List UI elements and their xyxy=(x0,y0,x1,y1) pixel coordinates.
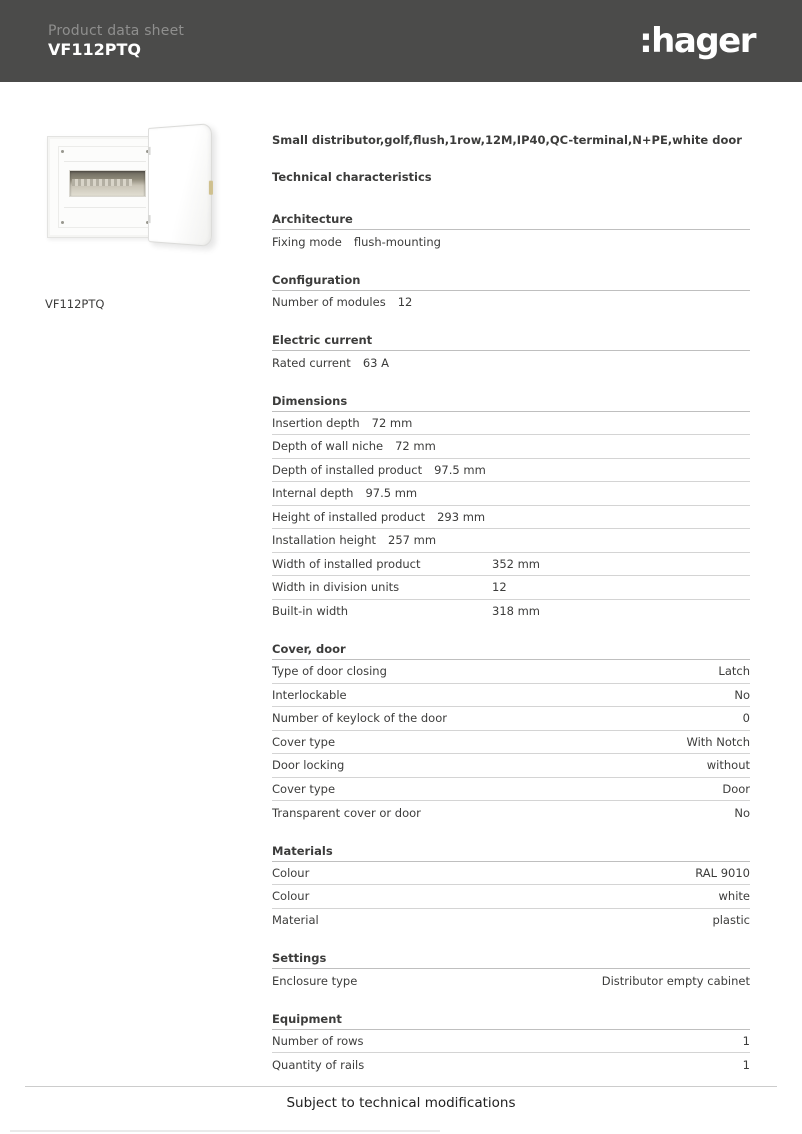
row-label: Cover type xyxy=(272,734,336,749)
row-value: 72 mm xyxy=(395,439,436,454)
row-label: Depth of wall niche xyxy=(272,439,384,454)
row-value: 318 mm xyxy=(492,604,541,619)
section-electric-current xyxy=(272,334,750,375)
row-value: Door xyxy=(722,781,750,796)
row-value: without xyxy=(706,758,750,773)
spec-row xyxy=(272,600,750,624)
enclosure-frame xyxy=(47,136,163,238)
section-configuration xyxy=(272,274,750,315)
row-label: Number of rows xyxy=(272,1033,364,1048)
section-heading: Settings xyxy=(272,952,750,969)
row-label: Transparent cover or door xyxy=(272,805,421,820)
screw-icon xyxy=(61,150,64,153)
doc-type-label: Product data sheet xyxy=(48,23,185,39)
header xyxy=(0,0,802,82)
row-label: Colour xyxy=(272,865,310,880)
section-dimensions xyxy=(272,395,750,624)
section-settings xyxy=(272,952,750,993)
header-titles xyxy=(48,22,184,60)
section-heading: Electric current xyxy=(272,334,750,351)
spec-row xyxy=(272,754,750,778)
section-cover-door xyxy=(272,643,750,825)
product-image-column xyxy=(45,128,225,311)
spec-row xyxy=(272,553,750,577)
spec-row xyxy=(272,801,750,825)
row-label: Insertion depth xyxy=(272,415,360,430)
spec-row xyxy=(272,435,750,459)
row-value: plastic xyxy=(712,913,750,928)
row-label: Quantity of rails xyxy=(272,1057,365,1072)
row-value: 1 xyxy=(742,1033,750,1048)
row-label: Width of installed product xyxy=(272,556,421,571)
row-value: 12 xyxy=(397,295,413,310)
panel-groove xyxy=(64,161,146,162)
row-value: 293 mm xyxy=(437,509,486,524)
section-heading: Materials xyxy=(272,845,750,862)
row-label: Installation height xyxy=(272,533,377,548)
spec-content xyxy=(272,133,750,1097)
row-label: Rated current xyxy=(272,355,351,370)
row-value: 1 xyxy=(742,1057,750,1072)
spec-row xyxy=(272,529,750,553)
row-label: Material xyxy=(272,913,319,928)
row-label: Enclosure type xyxy=(272,973,358,988)
product-title: Small distributor,golf,flush,1row,12M,IP40,QC-terminal,N+PE,white door xyxy=(272,133,742,147)
row-value: Distributor empty cabinet xyxy=(601,973,750,988)
row-value: flush-mounting xyxy=(353,234,441,249)
row-value: 257 mm xyxy=(388,533,437,548)
spec-row xyxy=(272,459,750,483)
spec-row xyxy=(272,885,750,909)
row-label: Height of installed product xyxy=(272,509,426,524)
technical-characteristics-heading: Technical characteristics xyxy=(272,170,432,184)
spec-row xyxy=(272,576,750,600)
row-label: Interlockable xyxy=(272,687,347,702)
row-value: 97.5 mm xyxy=(434,462,486,477)
bottom-edge-mark xyxy=(10,1130,440,1132)
din-rail-slot xyxy=(69,170,146,197)
hager-logo: :hager xyxy=(639,21,755,61)
spec-row xyxy=(272,660,750,684)
spec-row xyxy=(272,230,750,254)
row-label: Door locking xyxy=(272,758,345,773)
door-hinge xyxy=(148,147,151,155)
row-value: 72 mm xyxy=(371,415,413,430)
spec-row xyxy=(272,862,750,886)
spec-row xyxy=(272,707,750,731)
row-label: Type of door closing xyxy=(272,664,387,679)
section-materials xyxy=(272,845,750,933)
footer-divider xyxy=(25,1086,777,1087)
product-image-caption: VF112PTQ xyxy=(45,297,105,311)
section-heading: Dimensions xyxy=(272,395,750,412)
spec-row xyxy=(272,684,750,708)
spec-row xyxy=(272,969,750,993)
spec-row xyxy=(272,731,750,755)
row-value: No xyxy=(734,687,750,702)
row-value: white xyxy=(718,889,750,904)
row-label: Width in division units xyxy=(272,580,400,595)
row-label: Fixing mode xyxy=(272,234,342,249)
row-value: No xyxy=(734,805,750,820)
door-hinge xyxy=(148,215,151,223)
row-value: RAL 9010 xyxy=(695,865,750,880)
row-label: Cover type xyxy=(272,781,336,796)
enclosure-door xyxy=(148,123,212,247)
screw-icon xyxy=(61,221,64,224)
row-value: Latch xyxy=(718,664,750,679)
section-heading: Equipment xyxy=(272,1013,750,1030)
section-heading: Configuration xyxy=(272,274,750,291)
row-label: Depth of installed product xyxy=(272,462,423,477)
spec-row xyxy=(272,1030,750,1054)
product-image xyxy=(45,128,217,246)
row-value: With Notch xyxy=(686,734,750,749)
spec-row xyxy=(272,291,750,315)
panel-groove xyxy=(64,207,146,208)
row-label: Internal depth xyxy=(272,486,354,501)
section-heading: Cover, door xyxy=(272,643,750,660)
footer-note: Subject to technical modifications xyxy=(286,1095,516,1111)
header-product-code: VF112PTQ xyxy=(48,40,141,59)
section-heading: Architecture xyxy=(272,213,750,230)
spec-row xyxy=(272,412,750,436)
spec-sections xyxy=(272,213,750,1077)
spec-row xyxy=(272,909,750,933)
din-rail xyxy=(72,179,132,186)
spec-row xyxy=(272,1053,750,1077)
row-label: Number of keylock of the door xyxy=(272,711,447,726)
section-equipment xyxy=(272,1013,750,1077)
row-label: Colour xyxy=(272,889,310,904)
spec-row xyxy=(272,778,750,802)
door-latch xyxy=(209,181,213,195)
row-value: 63 A xyxy=(362,355,389,370)
row-label: Built-in width xyxy=(272,604,349,619)
row-label: Number of modules xyxy=(272,295,386,310)
section-architecture xyxy=(272,213,750,254)
row-value: 0 xyxy=(742,711,750,726)
spec-row xyxy=(272,482,750,506)
spec-row xyxy=(272,506,750,530)
row-value: 12 xyxy=(492,580,507,595)
row-value: 97.5 mm xyxy=(365,486,418,501)
spec-row xyxy=(272,351,750,375)
row-value: 352 mm xyxy=(492,556,541,571)
